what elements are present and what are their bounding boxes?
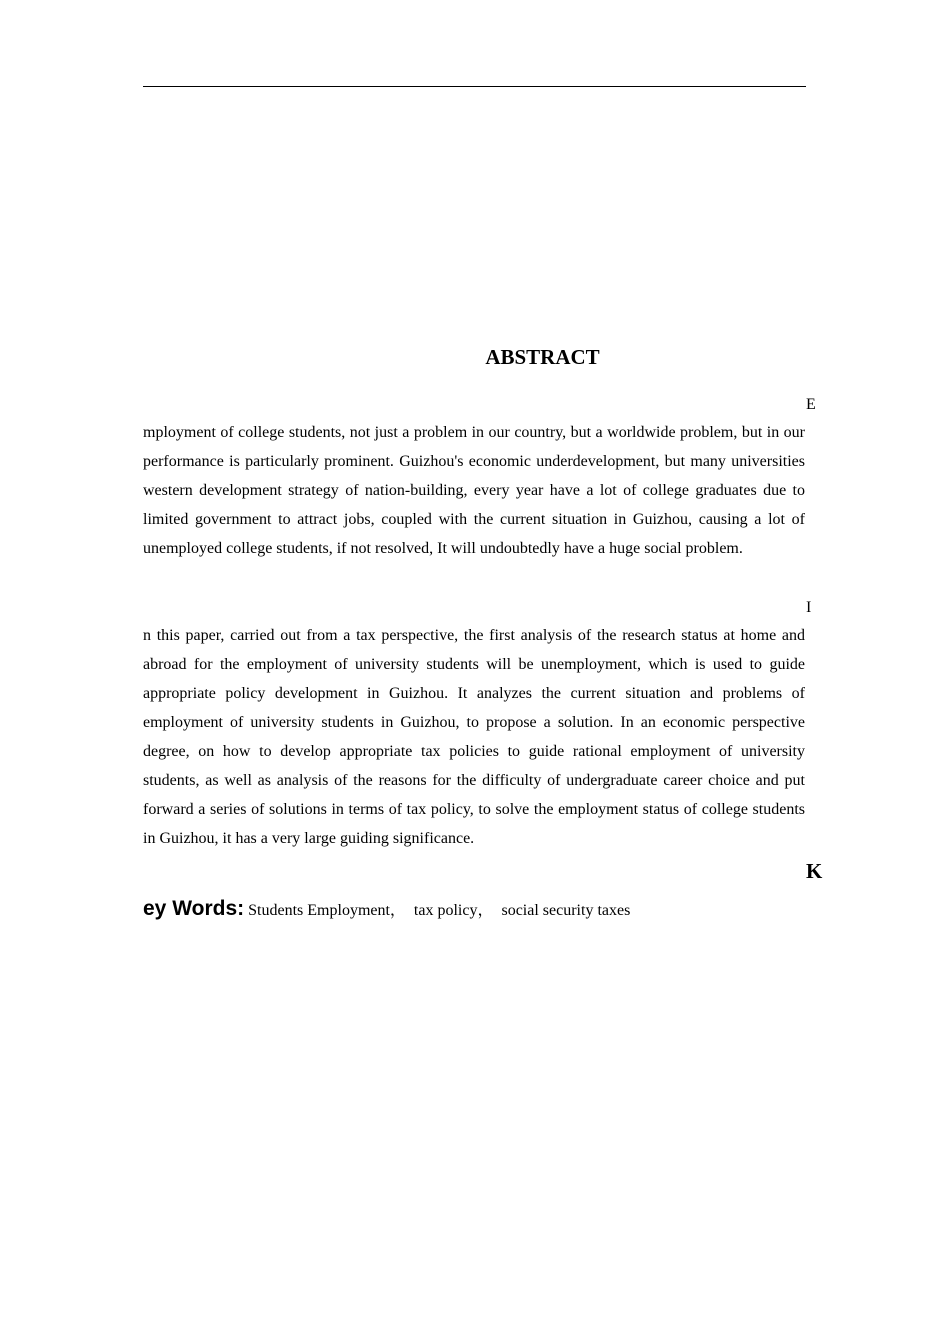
abstract-title: ABSTRACT: [485, 345, 600, 369]
paragraph-1-initial: E: [806, 396, 816, 413]
keywords-label: ey Words: [143, 897, 238, 920]
keywords-initial: K: [806, 859, 823, 883]
keywords-values: Students Employment， tax policy， social security taxes: [244, 902, 631, 919]
abstract-paragraph-1: mployment of college students, not just a problem in our country, but a worldwide problem, but in our performance is particularly prominent. Guizhou's economic underdevelopment, but many universities western development strategy of nation-building, every year have a lot of college graduates due to limited government to attract jobs, coupled with the current situation in Guizhou, causing a lot of unemployed college students, if not resolved, It will undoubtedly have a huge social problem.: [143, 424, 805, 557]
abstract-paragraph-2: n this paper, carried out from a tax perspective, the first analysis of the research status at home and abroad for the employment of university students will be unemployment, which is used to guide appropriate policy development in Guizhou. It analyzes the current situation and problems of employment of university students in Guizhou, to propose a solution. In an economic perspective degree, on how to develop appropriate tax policies to guide rational employment of university students, as well as analysis of the reasons for the difficulty of undergraduate career choice and put forward a series of solutions in terms of tax policy, to solve the employment status of college students in Guizhou, it has a very large guiding significance.: [143, 627, 805, 847]
header-rule: [143, 86, 806, 87]
keywords-line: [143, 894, 843, 926]
paragraph-2-initial: I: [806, 599, 812, 616]
keywords-separator: :: [237, 897, 245, 920]
